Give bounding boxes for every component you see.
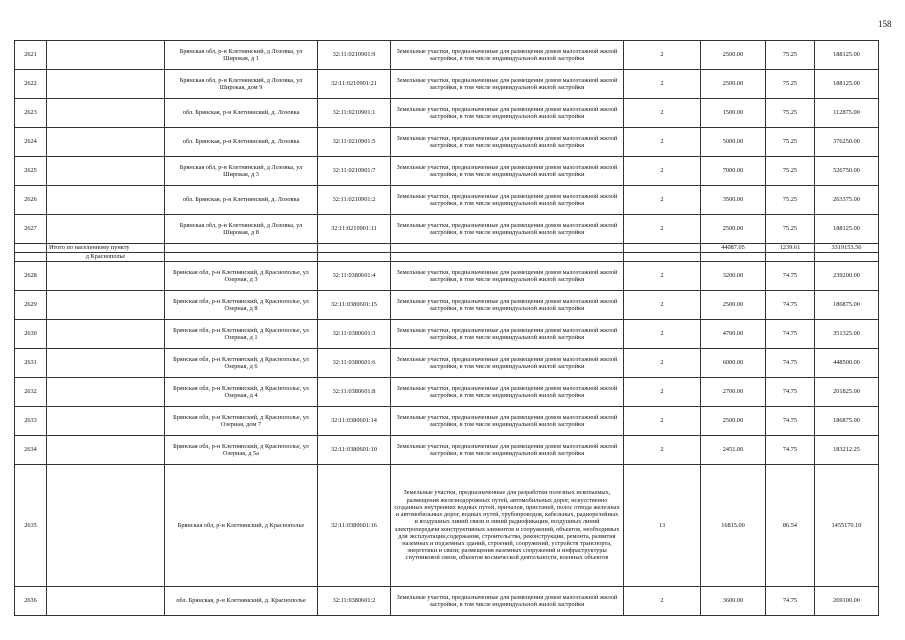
row-number: 2627 [15,215,47,244]
usage-description-cell: Земельные участки, предназначенные для размещения домов малоэтажной жилой застройки, в том числе индивидуальной жилой застройки [391,128,624,157]
usage-description-cell: Земельные участки, предназначенные для размещения домов малоэтажной жилой застройки, в том числе индивидуальной жилой застройки [391,320,624,349]
unit-value-cell: 75.25 [766,41,815,70]
cadastral-number-cell: 32:11:0210901:11 [318,215,391,244]
cadastral-number-cell: 32:11:0380601:15 [318,291,391,320]
empty-cell [47,70,165,99]
area-cell: 2500.00 [701,215,766,244]
empty-cell [47,378,165,407]
group-number-cell: 2 [624,378,701,407]
group-number-cell: 2 [624,262,701,291]
group-number-cell: 2 [624,320,701,349]
usage-description-cell: Земельные участки, предназначенные для размещения домов малоэтажной жилой застройки, в том числе индивидуальной жилой застройки [391,41,624,70]
row-number: 2626 [15,186,47,215]
row-number: 2628 [15,262,47,291]
unit-value-cell: 74.75 [766,378,815,407]
address-cell: Брянская обл, р-н Клетнянский, д Краснополье, ул Озерная, д 4 [165,378,318,407]
group-number-cell: 2 [624,407,701,436]
cadastral-value-cell: 112875.00 [815,99,879,128]
group-number-cell: 2 [624,587,701,616]
group-number-cell: 2 [624,128,701,157]
address-cell: Брянская обл, р-н Клетнянский, д Лозовка, ул Широкая, дом 9 [165,70,318,99]
table-row [15,436,879,465]
cadastral-value-cell: 201825.00 [815,378,879,407]
unit-value-cell: 75.25 [766,215,815,244]
empty-cell [47,407,165,436]
usage-description-cell: Земельные участки, предназначенные для размещения домов малоэтажной жилой застройки, в том числе индивидуальной жилой застройки [391,99,624,128]
settlement-name: д Краснополье [47,253,165,262]
table-row [15,70,879,99]
area-cell: 7000.00 [701,157,766,186]
cadastral-value-cell: 263375.00 [815,186,879,215]
row-number: 2629 [15,291,47,320]
total-cadastral-value: 3319153.56 [815,244,879,253]
cadastral-number-cell: 32:11:0210901:1 [318,99,391,128]
table-row [15,99,879,128]
area-cell: 2700.00 [701,378,766,407]
cadastral-value-cell: 186875.00 [815,407,879,436]
unit-value-cell: 74.75 [766,587,815,616]
address-cell: Брянская обл, р-н Клетнянский, д Лозовка, ул Широкая, д 3 [165,157,318,186]
total-area: 44087.05 [701,244,766,253]
area-cell: 2500.00 [701,41,766,70]
empty-cell [701,253,766,262]
address-cell: Брянская обл, р-н Клетнянский, д Краснополье, ул Озерная, дом 7 [165,407,318,436]
cadastral-value-cell: 376250.00 [815,128,879,157]
address-cell: Брянская обл, р-н Клетнянский, д Краснополье [165,465,318,587]
cadastral-number-cell: 32:11:0380601:3 [318,320,391,349]
table-row [15,157,879,186]
settlement-total-row [15,244,879,253]
cadastral-number-cell: 32:11:0380601:6 [318,349,391,378]
empty-cell [47,186,165,215]
row-number: 2633 [15,407,47,436]
unit-value-cell: 75.25 [766,128,815,157]
empty-cell [624,244,701,253]
empty-cell [391,253,624,262]
usage-description-cell: Земельные участки, предназначенные для размещения домов малоэтажной жилой застройки, в том числе индивидуальной жилой застройки [391,70,624,99]
empty-cell [47,215,165,244]
group-number-cell: 2 [624,41,701,70]
cadastral-number-cell: 32:11:0210901:21 [318,70,391,99]
table-row [15,320,879,349]
row-number: 2632 [15,378,47,407]
table-row [15,262,879,291]
page-number: 158 [878,19,892,29]
cadastral-value-table [14,40,879,616]
empty-cell [766,253,815,262]
row-number: 2625 [15,157,47,186]
empty-cell [391,244,624,253]
total-unit-value: 1239.61 [766,244,815,253]
empty-cell [47,99,165,128]
empty-cell [47,128,165,157]
usage-description-cell: Земельные участки, предназначенные для размещения домов малоэтажной жилой застройки, в том числе индивидуальной жилой застройки [391,291,624,320]
cadastral-number-cell: 32:11:0210901:5 [318,128,391,157]
unit-value-cell: 86.54 [766,465,815,587]
cadastral-value-cell: 188125.00 [815,41,879,70]
empty-cell [47,465,165,587]
area-cell: 1500.00 [701,99,766,128]
cadastral-value-cell: 269100.00 [815,587,879,616]
cadastral-number-cell: 32:11:0380601:16 [318,465,391,587]
empty-cell [318,244,391,253]
usage-description-cell: Земельные участки, предназначенные для разработки полезных ископаемых, размещения железнодорожных путей, автомобильных дорог, искусственно созданных внутренних водных путей, причалов, пристаней, полос отвода железных и автомобильных дорог, водных путей, трубопроводов, кабельных, радиорелейных и воздушных линий связи и линий радиофикации, воздушных линий электропередачи конструктивных элементов и сооружений, объектов, необходимых для эксплуатации,содержания, строительства, реконструкции, ремонта, развития наземных и подземных зданий, строений, сооружений, устройств транспорта, энергетики и связи; размещения наземных сооружений и инфраструктуры спутниковой связи, объектов космической деятельности, военных объектов [391,465,624,587]
cadastral-number-cell: 32:11:0210901:9 [318,41,391,70]
usage-description-cell: Земельные участки, предназначенные для размещения домов малоэтажной жилой застройки, в том числе индивидуальной жилой застройки [391,436,624,465]
address-cell: Брянская обл, р-н Клетнянский, д Лозовка, ул Широкая, д 8 [165,215,318,244]
row-number: 2624 [15,128,47,157]
table-row [15,215,879,244]
area-cell: 6000.00 [701,349,766,378]
cadastral-number-cell: 32:11:0380601:2 [318,587,391,616]
area-cell: 2500.00 [701,70,766,99]
unit-value-cell: 74.75 [766,436,815,465]
empty-cell [47,436,165,465]
area-cell: 3500.00 [701,186,766,215]
empty-cell [624,253,701,262]
empty-cell [15,244,47,253]
unit-value-cell: 75.25 [766,186,815,215]
empty-cell [165,244,318,253]
unit-value-cell: 74.75 [766,407,815,436]
group-number-cell: 13 [624,465,701,587]
cadastral-number-cell: 32:11:0380601:8 [318,378,391,407]
table-row [15,407,879,436]
table-row [15,291,879,320]
group-number-cell: 2 [624,215,701,244]
row-number: 2634 [15,436,47,465]
empty-cell [815,253,879,262]
settlement-header-row [15,253,879,262]
address-cell: обл. Брянская, р-н Клетнянский, д. Лозовка [165,186,318,215]
unit-value-cell: 75.25 [766,70,815,99]
table-row [15,186,879,215]
cadastral-value-cell: 188125.00 [815,215,879,244]
usage-description-cell: Земельные участки, предназначенные для размещения домов малоэтажной жилой застройки, в том числе индивидуальной жилой застройки [391,186,624,215]
area-cell: 2451.00 [701,436,766,465]
group-number-cell: 2 [624,349,701,378]
row-number: 2635 [15,465,47,587]
table-row [15,128,879,157]
usage-description-cell: Земельные участки, предназначенные для размещения домов малоэтажной жилой застройки, в том числе индивидуальной жилой застройки [391,407,624,436]
unit-value-cell: 75.25 [766,99,815,128]
group-number-cell: 2 [624,157,701,186]
usage-description-cell: Земельные участки, предназначенные для размещения домов малоэтажной жилой застройки, в том числе индивидуальной жилой застройки [391,378,624,407]
cadastral-value-cell: 1455170.10 [815,465,879,587]
cadastral-value-cell: 188125.00 [815,70,879,99]
cadastral-value-cell: 186875.00 [815,291,879,320]
address-cell: Брянская обл, р-н Клетнянский, д Краснополье, ул Озерная, д 1 [165,320,318,349]
cadastral-value-cell: 351325.00 [815,320,879,349]
address-cell: обл. Брянская, р-н Клетнянский, д. Лозовка [165,99,318,128]
area-cell: 2500.00 [701,407,766,436]
row-number: 2630 [15,320,47,349]
group-number-cell: 2 [624,436,701,465]
cadastral-number-cell: 32:11:0210901:2 [318,186,391,215]
address-cell: обл. Брянская, р-н Клетнянский, д. Лозовка [165,128,318,157]
group-number-cell: 2 [624,99,701,128]
empty-cell [15,253,47,262]
row-number: 2636 [15,587,47,616]
cadastral-number-cell: 32:11:0380601:10 [318,436,391,465]
cadastral-value-cell: 183212.25 [815,436,879,465]
usage-description-cell: Земельные участки, предназначенные для размещения домов малоэтажной жилой застройки, в том числе индивидуальной жилой застройки [391,262,624,291]
group-number-cell: 2 [624,291,701,320]
cadastral-value-cell: 239200.00 [815,262,879,291]
table-row [15,587,879,616]
empty-cell [318,253,391,262]
empty-cell [165,253,318,262]
empty-cell [47,41,165,70]
address-cell: обл. Брянская, р-н Клетнянский, д. Краснополье [165,587,318,616]
table-row [15,465,879,587]
cadastral-value-cell: 448500.00 [815,349,879,378]
unit-value-cell: 74.75 [766,320,815,349]
address-cell: Брянская обл, р-н Клетнянский, д Краснополье, ул Озерная, д 3 [165,262,318,291]
row-number: 2622 [15,70,47,99]
empty-cell [47,320,165,349]
unit-value-cell: 75.25 [766,157,815,186]
empty-cell [47,587,165,616]
area-cell: 3200.00 [701,262,766,291]
unit-value-cell: 74.75 [766,349,815,378]
row-number: 2623 [15,99,47,128]
area-cell: 5000.00 [701,128,766,157]
address-cell: Брянская обл, р-н Клетнянский, д Лозовка, ул Широкая, д 1 [165,41,318,70]
empty-cell [47,157,165,186]
address-cell: Брянская обл, р-н Клетнянский, д Краснополье, ул Озерная, д 8 [165,291,318,320]
area-cell: 3600.00 [701,587,766,616]
group-number-cell: 2 [624,70,701,99]
unit-value-cell: 74.75 [766,291,815,320]
usage-description-cell: Земельные участки, предназначенные для размещения домов малоэтажной жилой застройки, в том числе индивидуальной жилой застройки [391,215,624,244]
usage-description-cell: Земельные участки, предназначенные для размещения домов малоэтажной жилой застройки, в том числе индивидуальной жилой застройки [391,587,624,616]
table-row [15,41,879,70]
area-cell: 2500.00 [701,291,766,320]
empty-cell [47,291,165,320]
area-cell: 4700.00 [701,320,766,349]
cadastral-number-cell: 32:11:0210901:7 [318,157,391,186]
total-label: Итого по населенному пункту [47,244,165,253]
address-cell: Брянская обл, р-н Клетнянский, д Краснополье, ул Озерная, д 5а [165,436,318,465]
table-row [15,349,879,378]
unit-value-cell: 74.75 [766,262,815,291]
address-cell: Брянская обл, р-н Клетнянский, д Краснополье, ул Озерная, д 6 [165,349,318,378]
usage-description-cell: Земельные участки, предназначенные для размещения домов малоэтажной жилой застройки, в том числе индивидуальной жилой застройки [391,157,624,186]
row-number: 2621 [15,41,47,70]
row-number: 2631 [15,349,47,378]
group-number-cell: 2 [624,186,701,215]
cadastral-value-cell: 526750.00 [815,157,879,186]
area-cell: 16815.00 [701,465,766,587]
cadastral-number-cell: 32:11:0380601:4 [318,262,391,291]
empty-cell [47,349,165,378]
table-row [15,378,879,407]
empty-cell [47,262,165,291]
cadastral-number-cell: 32:11:0380601:14 [318,407,391,436]
usage-description-cell: Земельные участки, предназначенные для размещения домов малоэтажной жилой застройки, в том числе индивидуальной жилой застройки [391,349,624,378]
